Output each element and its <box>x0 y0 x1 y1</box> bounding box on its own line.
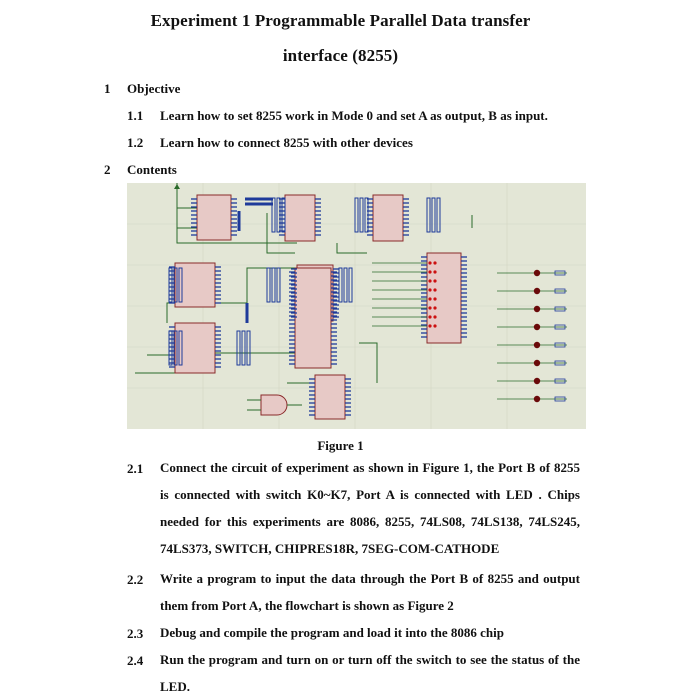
contents-item-text: Run the program and turn on or turn off the switch to see the status of the LED. <box>160 652 580 694</box>
section-heading-contents: Contents <box>127 162 177 177</box>
bar-segment <box>272 268 275 302</box>
switch-contact <box>428 288 431 291</box>
objective-item-text: Learn how to set 8255 work in Mode 0 and set A as output, B as input. <box>160 108 548 123</box>
led-indicator <box>534 288 540 294</box>
bar-segment <box>237 331 240 365</box>
circuit-schematic <box>127 183 586 429</box>
ic-chip <box>175 263 215 307</box>
switch-contact <box>433 270 436 273</box>
led-indicator <box>534 378 540 384</box>
switch-contact <box>433 288 436 291</box>
section-heading-objective: Objective <box>127 81 181 96</box>
bar-segment <box>344 268 347 302</box>
bar-segment <box>267 268 270 302</box>
bar-segment <box>427 198 430 232</box>
switch-contact <box>428 315 431 318</box>
objective-item-text: Learn how to connect 8255 with other devices <box>160 135 413 150</box>
item-number: 2.3 <box>127 626 144 641</box>
switch-contact <box>428 279 431 282</box>
schematic-buses <box>239 199 273 323</box>
figure-caption: Figure 1 <box>317 438 364 453</box>
section-number: 1 <box>104 81 111 96</box>
circuit-schematic-figure <box>127 183 586 429</box>
schematic-chips <box>169 195 461 419</box>
power-terminal-symbol <box>174 183 180 189</box>
switch-contact <box>428 324 431 327</box>
contents-item-text: Debug and compile the program and load it into the 8086 chip <box>160 625 504 640</box>
ic-chip <box>285 195 315 241</box>
switch-contact <box>428 270 431 273</box>
bar-segment <box>360 198 363 232</box>
led-indicator <box>534 270 540 276</box>
bar-segment <box>277 268 280 302</box>
bar-segment <box>355 198 358 232</box>
ic-chip <box>315 375 345 419</box>
ic-chip <box>427 253 461 343</box>
led-indicator <box>534 306 540 312</box>
bar-segment <box>437 198 440 232</box>
led-indicator <box>534 324 540 330</box>
item-number: 2.2 <box>127 572 144 587</box>
document-title-line2: interface (8255) <box>282 46 399 65</box>
item-number: 1.2 <box>127 135 144 150</box>
and-gate-symbol <box>247 395 302 415</box>
switch-contact <box>433 261 436 264</box>
bar-segment <box>272 198 275 232</box>
led-bank <box>497 270 567 402</box>
item-number: 2.1 <box>127 461 144 476</box>
ic-chip <box>373 195 403 241</box>
switch-contact <box>433 297 436 300</box>
bar-segment <box>247 331 250 365</box>
switch-contact <box>428 297 431 300</box>
contents-item-text: Write a program to input the data through the Port B of 8255 and output them from Port A, the flowchart is shown as Figure 2 <box>160 571 580 613</box>
switch-contact <box>428 261 431 264</box>
led-indicator <box>534 342 540 348</box>
ic-chip <box>295 268 331 368</box>
switch-contact <box>433 279 436 282</box>
bar-segment <box>339 268 342 302</box>
switch-contact <box>433 306 436 309</box>
switch-contact <box>433 315 436 318</box>
section-number: 2 <box>104 162 111 177</box>
switch-contact <box>428 306 431 309</box>
bar-segment <box>349 268 352 302</box>
item-number: 1.1 <box>127 108 144 123</box>
led-indicator <box>534 396 540 402</box>
item-number: 2.4 <box>127 653 144 668</box>
led-indicator <box>534 360 540 366</box>
bar-segment <box>169 268 172 302</box>
bar-segment <box>242 331 245 365</box>
bar-segment <box>432 198 435 232</box>
switch-contact <box>433 324 436 327</box>
contents-item-text: Connect the circuit of experiment as shown in Figure 1, the Port B of 8255 is connected with switch K0~K7, Port A is connected with LED . Chips needed for this experiments are 8086, 8255, 74LS08, 74LS138, 74LS245, 74LS373, SWITCH, CHIPRES18R, 7SEG-COM-CATHODE <box>160 460 580 556</box>
ic-chip <box>197 195 231 240</box>
bar-segment <box>169 331 172 365</box>
document-title-line1: Experiment 1 Programmable Parallel Data transfer <box>150 11 531 30</box>
